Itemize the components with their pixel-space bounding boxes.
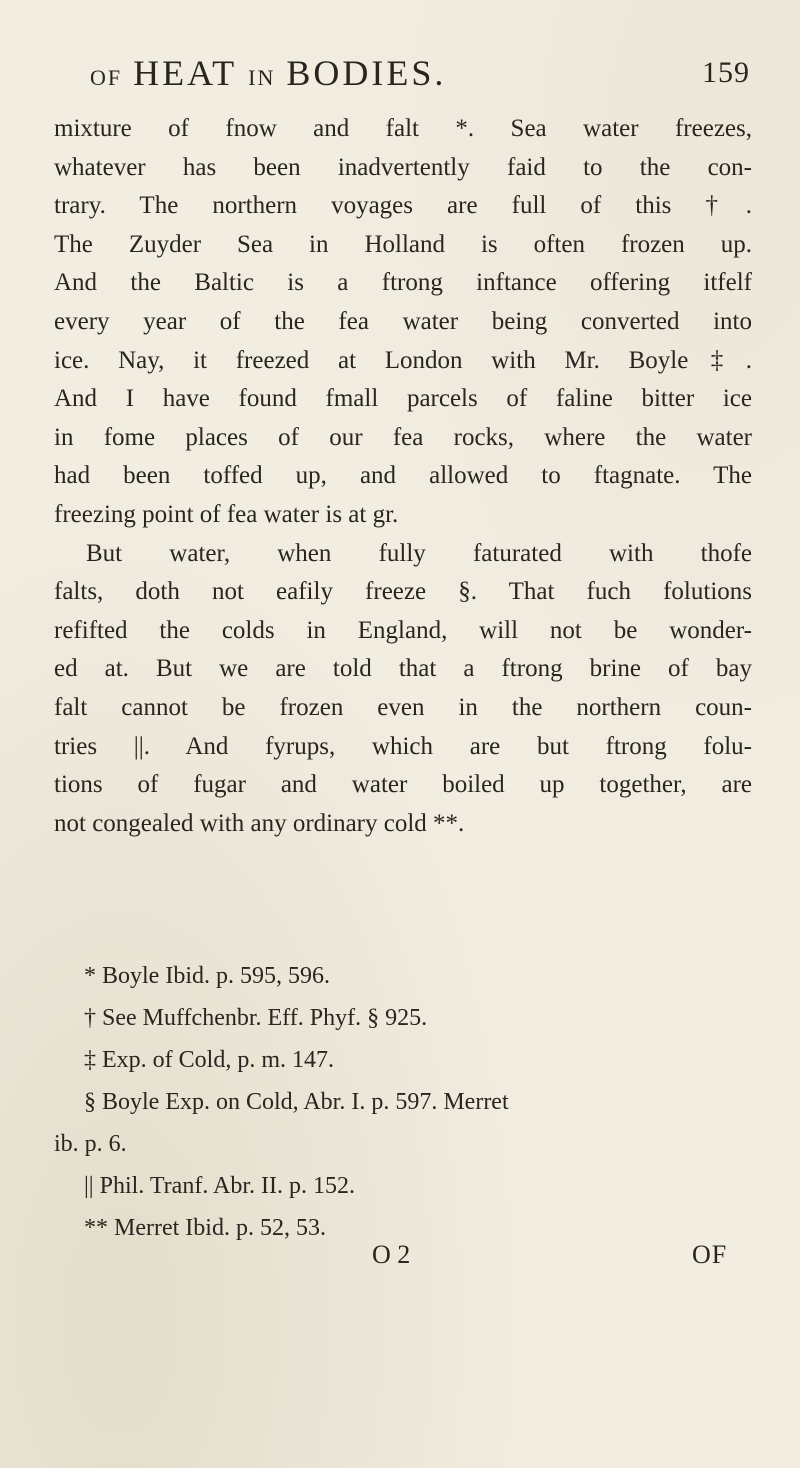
main-text	[54, 110, 752, 843]
footnote-continuation: ib. p. 6.	[54, 1131, 127, 1157]
text-line: The Zuyder Sea in Holland is often frozen up.	[54, 230, 752, 258]
footnote: § Boyle Exp. on Cold, Abr. I. p. 597. Merret	[84, 1089, 509, 1115]
text-line: whatever has been inadvertently faid to the con-	[54, 153, 752, 181]
text-line: freezing point of fea water is at gr.	[54, 500, 399, 528]
footnote: ** Merret Ibid. p. 52, 53.	[84, 1215, 326, 1241]
header-bodies: BODIES.	[286, 53, 447, 93]
signature-mark: O 2	[372, 1240, 411, 1269]
text-line: And the Baltic is a ftrong inftance offering itfelf	[54, 269, 752, 297]
catchword: OF	[692, 1240, 728, 1269]
text-line: But water, when fully faturated with thofe	[86, 539, 752, 567]
text-line: falts, doth not eafily freeze §. That fuch folutions	[54, 578, 752, 606]
text-line: falt cannot be frozen even in the northern coun-	[54, 693, 752, 721]
text-line: not congealed with any ordinary cold **.	[54, 809, 465, 837]
text-line: tions of fugar and water boiled up together, are	[54, 771, 752, 799]
header-in: IN	[248, 65, 276, 90]
text-line: every year of the fea water being converted into	[54, 307, 752, 335]
header-of: OF	[90, 65, 123, 90]
footnote: || Phil. Tranf. Abr. II. p. 152.	[84, 1173, 355, 1199]
page-number: 159	[702, 56, 750, 89]
footnotes	[54, 955, 752, 1249]
text-line: refifted the colds in England, will not be wonder-	[54, 616, 752, 644]
footnote: ‡ Exp. of Cold, p. m. 147.	[84, 1047, 334, 1073]
text-line: ice. Nay, it freezed at London with Mr. Boyle‡.	[54, 346, 752, 374]
text-line: mixture of fnow and falt *. Sea water freezes,	[54, 115, 752, 142]
running-header	[90, 52, 750, 102]
header-heat: HEAT	[133, 53, 238, 93]
text-line: ed at. But we are told that a ftrong brine of bay	[54, 655, 752, 683]
text-line: had been toffed up, and allowed to ftagnate. The	[54, 462, 752, 490]
text-line: tries ||. And fyrups, which are but ftrong folu-	[54, 732, 752, 760]
text-line: trary. The northern voyages are full of this †.	[54, 192, 752, 220]
footnote: † See Muffchenbr. Eff. Phyf. § 925.	[84, 1005, 428, 1031]
text-line: in fome places of our fea rocks, where the water	[54, 423, 752, 451]
footnote: * Boyle Ibid. p. 595, 596.	[84, 963, 330, 989]
text-line: And I have found fmall parcels of faline bitter ice	[54, 385, 752, 413]
page-footer	[0, 1240, 800, 1280]
